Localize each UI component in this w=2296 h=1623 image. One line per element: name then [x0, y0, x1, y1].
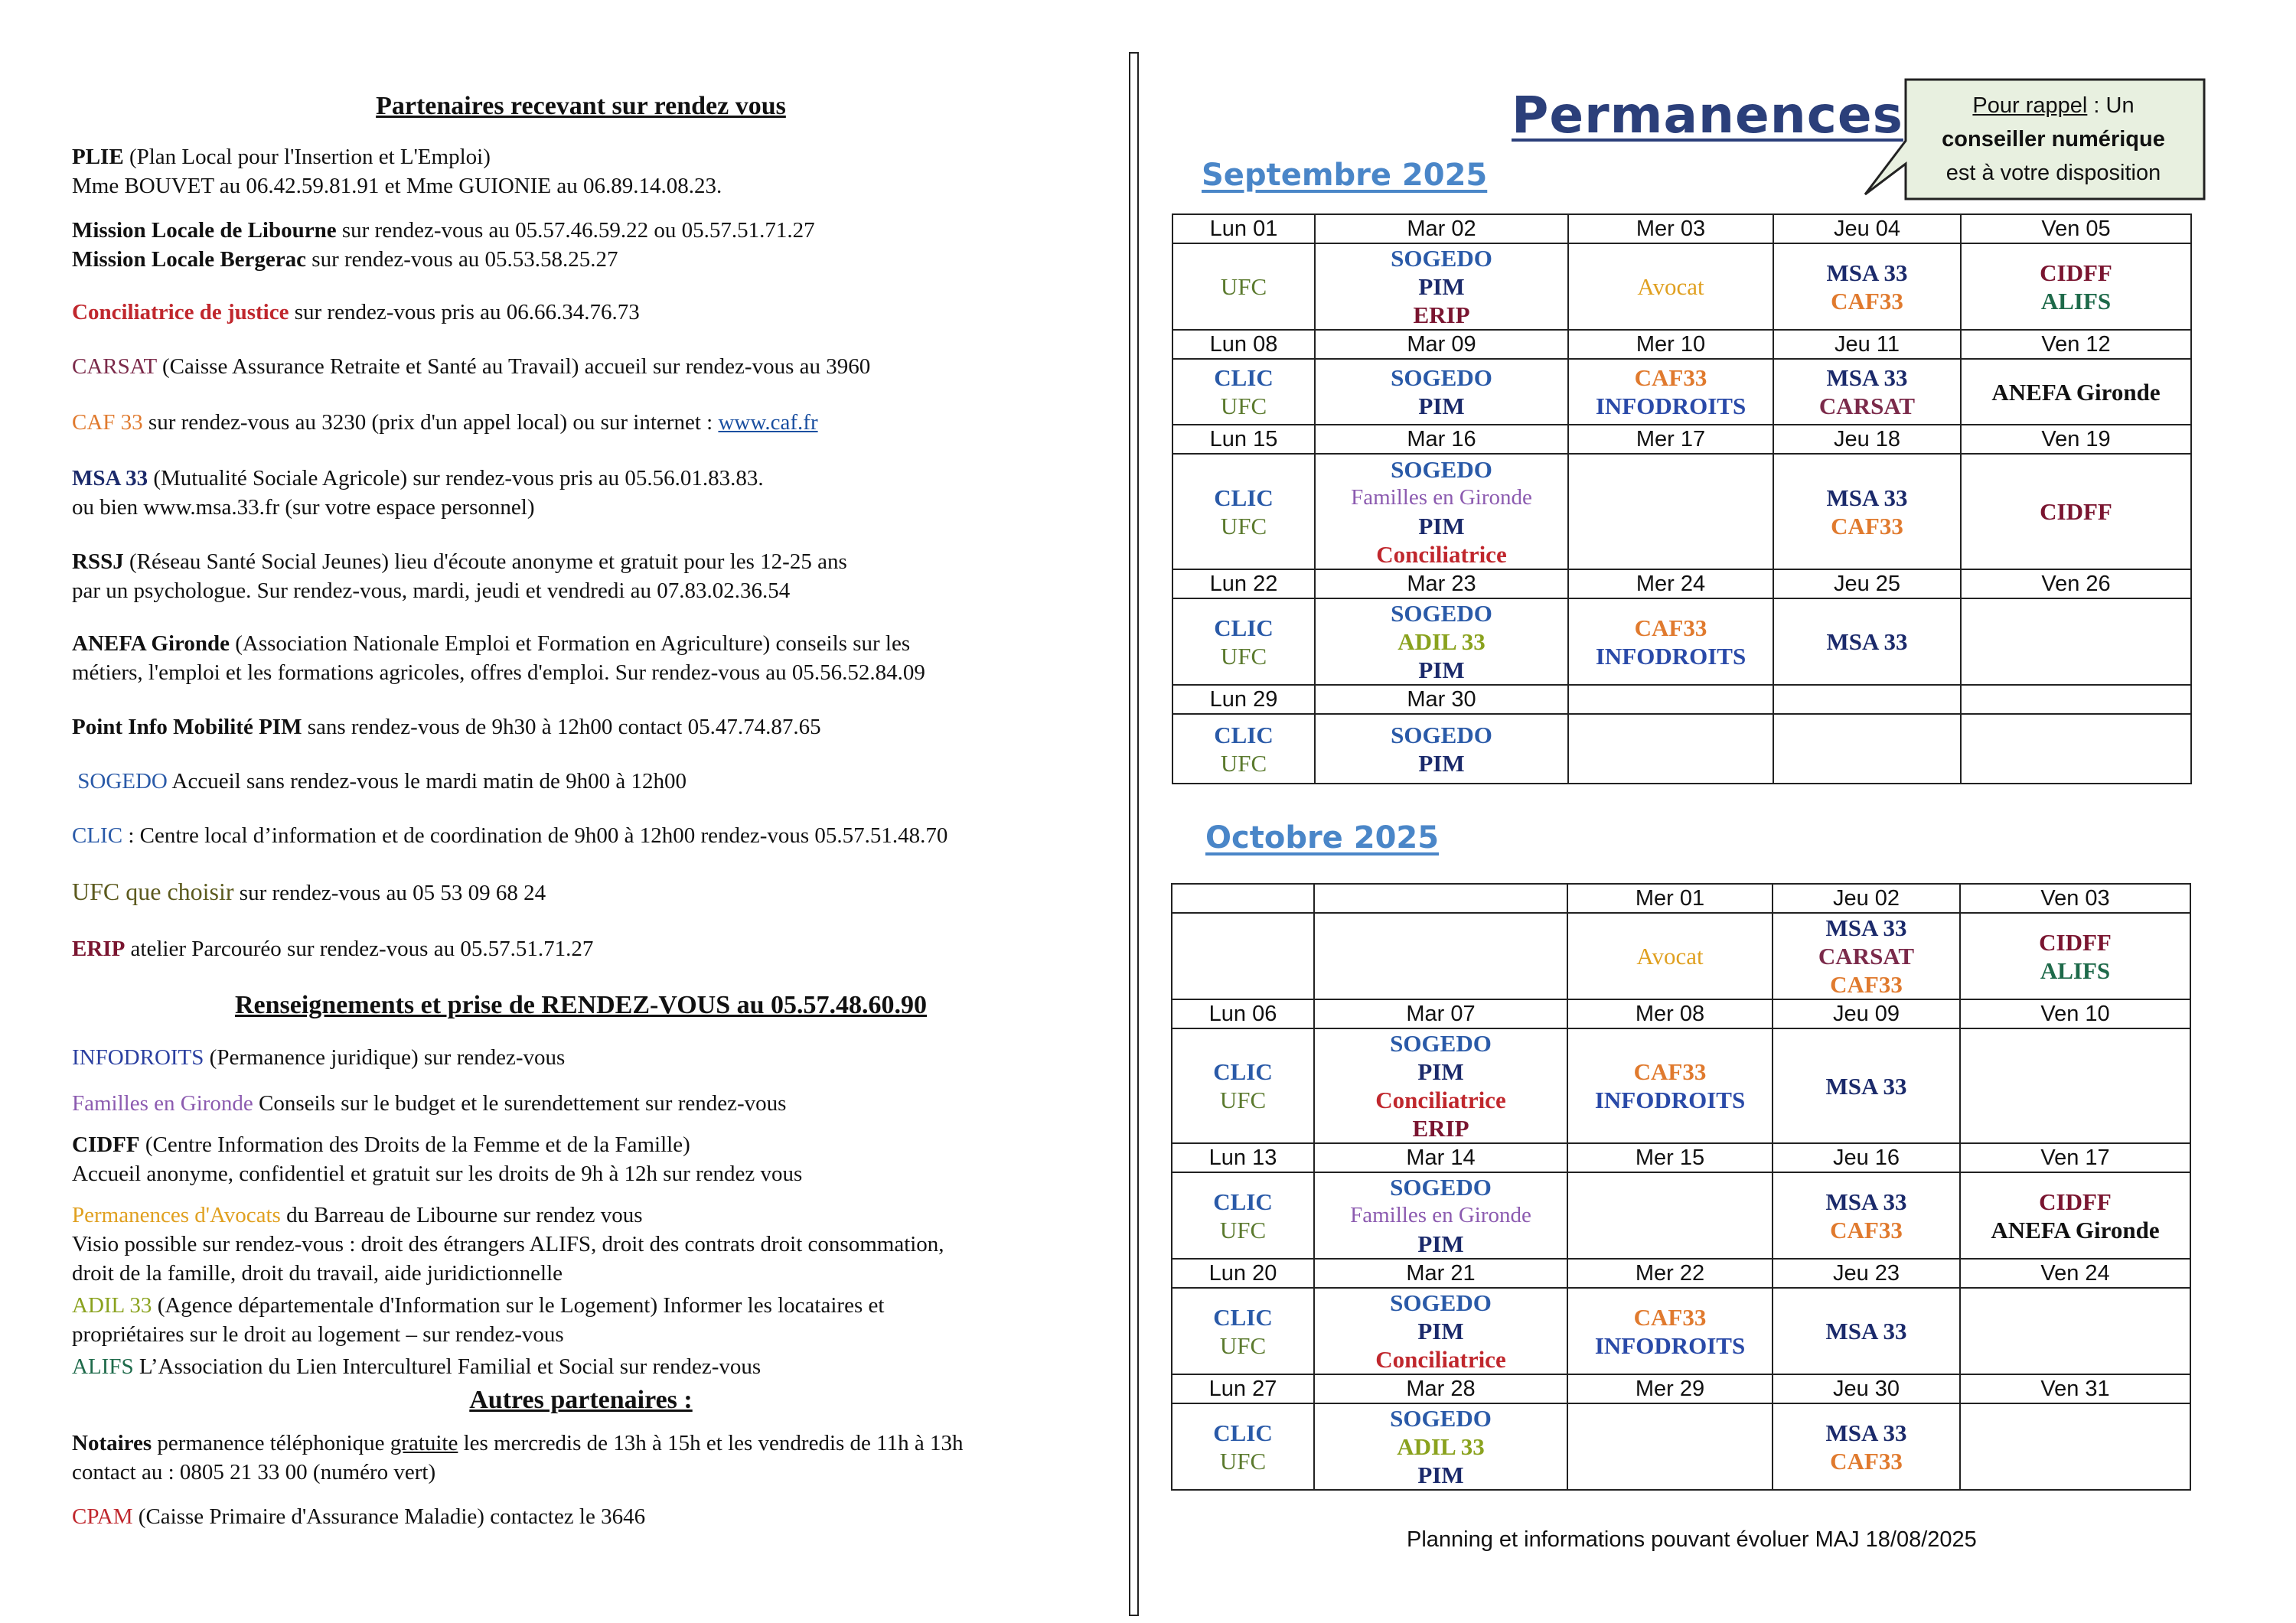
- october-calendar: [1171, 883, 2191, 1491]
- day-label: Mer 24: [1568, 569, 1773, 598]
- partner-label: UFC: [1219, 1447, 1267, 1475]
- partner-label: MSA 33: [1826, 364, 1908, 391]
- permanence-cell: [1961, 454, 2191, 569]
- partner-label: SOGEDO: [1391, 364, 1492, 391]
- partner-label: CAF33: [1633, 1303, 1707, 1331]
- permanence-cell: [1315, 714, 1568, 784]
- partner-label: CAF33: [1831, 512, 1903, 539]
- september-calendar: [1172, 213, 2192, 784]
- partner-label: SOGEDO: [1390, 1289, 1492, 1316]
- day-label: Ven 17: [1960, 1143, 2190, 1172]
- permanence-cell: [1172, 598, 1315, 685]
- entry-mission-locale: Mission Locale de Libourne sur rendez-vous au 05.57.46.59.22 ou 05.57.51.71.27 Mission Locale Bergerac sur rendez-vous au 05.53.58.25.27: [72, 218, 815, 272]
- day-label: Jeu 25: [1773, 569, 1961, 598]
- partner-label: SOGEDO: [1391, 455, 1492, 483]
- day-header-row: [1172, 569, 2191, 598]
- permanence-cell: [1567, 1288, 1773, 1374]
- partner-label: CAF33: [1831, 287, 1903, 314]
- permanence-cell: [1961, 714, 2191, 784]
- permanence-cell: [1773, 359, 1961, 425]
- permanence-cell: [1314, 913, 1567, 999]
- permanence-cell: [1172, 454, 1315, 569]
- day-label: Mar 07: [1314, 999, 1567, 1028]
- day-label: Jeu 30: [1773, 1374, 1960, 1403]
- day-header-row: [1172, 685, 2191, 714]
- day-label: Mer 10: [1568, 330, 1773, 359]
- permanence-cell: [1568, 359, 1773, 425]
- partner-label: PIM: [1418, 512, 1465, 539]
- partner-label: SOGEDO: [1391, 245, 1492, 272]
- partner-label: PIM: [1417, 1230, 1464, 1257]
- heading-renseignements: Renseignements et prise de RENDEZ-VOUS au 05.57.48.60.90: [234, 991, 928, 1019]
- day-label: Jeu 18: [1773, 425, 1961, 454]
- column-divider: [1129, 52, 1139, 1616]
- day-label: Jeu 23: [1773, 1259, 1960, 1288]
- partner-label: INFODROITS: [1594, 1331, 1746, 1359]
- permanence-cell: [1773, 454, 1961, 569]
- permanence-cell: [1315, 243, 1568, 330]
- partner-label: CAF33: [1633, 1058, 1707, 1085]
- permanence-cell: [1567, 1403, 1773, 1490]
- partner-label: MSA 33: [1825, 1188, 1907, 1215]
- partner-label: ADIL 33: [1397, 628, 1486, 655]
- partner-label: UFC: [1219, 1216, 1267, 1243]
- partner-label: CIDFF: [2039, 1188, 2112, 1215]
- partner-label: CAF33: [1634, 364, 1707, 391]
- permanence-row: [1172, 1028, 2190, 1143]
- day-label: Ven 24: [1960, 1259, 2190, 1288]
- callout-text: Pour rappel : Un conseiller numérique est à votre disposition: [1942, 93, 2165, 185]
- partner-label: PIM: [1418, 657, 1465, 683]
- permanence-row: [1172, 243, 2191, 330]
- permanence-cell: [1773, 1288, 1960, 1374]
- day-label: Ven 31: [1960, 1374, 2190, 1403]
- day-label: Mer 01: [1567, 884, 1773, 913]
- day-label: Mar 14: [1314, 1143, 1567, 1172]
- permanence-cell: [1172, 1403, 1314, 1490]
- partner-label: ERIP: [1412, 1115, 1469, 1142]
- permanence-row: [1172, 1403, 2190, 1490]
- day-label: Jeu 02: [1773, 884, 1960, 913]
- entry-caf: CAF 33 sur rendez-vous au 3230 (prix d'un appel local) ou sur internet : www.caf.fr: [72, 410, 818, 435]
- permanence-row: [1172, 913, 2190, 999]
- permanence-cell: [1961, 359, 2191, 425]
- partner-label: CLIC: [1213, 1058, 1273, 1085]
- permanence-cell: [1172, 359, 1315, 425]
- day-label: [1172, 884, 1314, 913]
- partner-label: Conciliatrice: [1376, 540, 1507, 568]
- day-label: Lun 08: [1172, 330, 1315, 359]
- permanence-cell: [1315, 598, 1568, 685]
- entry-anefa: ANEFA Gironde (Association Nationale Emploi et Formation en Agriculture) conseils sur les métiers, l'emploi et les formations agricoles, offres d'emploi. Sur rendez-vous au 05.56.52.84.09: [72, 631, 925, 685]
- day-label: Lun 01: [1172, 214, 1315, 243]
- partner-label: MSA 33: [1825, 1318, 1907, 1344]
- partner-label: INFODROITS: [1595, 393, 1746, 419]
- entry-familles: Familles en Gironde Conseils sur le budget et le surendettement sur rendez-vous: [72, 1091, 787, 1116]
- entry-msa: MSA 33 (Mutualité Sociale Agricole) sur rendez-vous pris au 05.56.01.83.83. ou bien www.msa.33.fr (sur votre espace personnel): [72, 466, 764, 520]
- day-label: Jeu 11: [1773, 330, 1961, 359]
- partner-label: CAF33: [1830, 1216, 1903, 1243]
- day-label: Lun 29: [1172, 685, 1315, 714]
- permanence-row: [1172, 1172, 2190, 1259]
- permanence-cell: [1773, 1028, 1960, 1143]
- entry-adil: ADIL 33 (Agence départementale d'Information sur le Logement) Informer les locataires et propriétaires sur le droit au logement – sur rendez-vous: [72, 1293, 885, 1347]
- day-label: [1773, 685, 1961, 714]
- day-label: Jeu 04: [1773, 214, 1961, 243]
- partner-label: CLIC: [1214, 721, 1274, 748]
- day-header-row: [1172, 330, 2191, 359]
- partner-label: SOGEDO: [1391, 600, 1492, 627]
- partner-label: UFC: [1220, 512, 1267, 539]
- permanence-cell: [1773, 243, 1961, 330]
- day-label: Lun 27: [1172, 1374, 1314, 1403]
- permanence-row: [1172, 359, 2191, 425]
- day-label: Mer 22: [1567, 1259, 1773, 1288]
- day-label: Lun 06: [1172, 999, 1314, 1028]
- day-label: Lun 15: [1172, 425, 1315, 454]
- partner-label: Familles en Gironde: [1351, 484, 1532, 510]
- partner-label: Avocat: [1636, 943, 1704, 970]
- partner-label: SOGEDO: [1391, 721, 1492, 748]
- permanence-cell: [1314, 1028, 1567, 1143]
- day-label: Jeu 16: [1773, 1143, 1960, 1172]
- entry-conciliatrice: Conciliatrice de justice sur rendez-vous pris au 06.66.34.76.73: [72, 300, 640, 324]
- entry-alifs: ALIFS L’Association du Lien Interculturel Familial et Social sur rendez-vous: [72, 1354, 762, 1379]
- partner-label: PIM: [1418, 393, 1465, 419]
- entry-erip: ERIP atelier Parcouréo sur rendez-vous au 05.57.51.71.27: [72, 937, 594, 961]
- partner-label: SOGEDO: [1390, 1030, 1492, 1057]
- partner-label: CLIC: [1213, 1188, 1273, 1215]
- day-label: Jeu 09: [1773, 999, 1960, 1028]
- day-label: Mar 02: [1315, 214, 1568, 243]
- partner-label: CLIC: [1214, 364, 1274, 391]
- permanence-cell: [1315, 454, 1568, 569]
- entry-avocats: Permanences d'Avocats du Barreau de Libourne sur rendez vous Visio possible sur rendez-vous : droit des étrangers ALIFS, droit des contrats droit consommation, droit de la famille, droit du travail, aide juridictionnelle: [72, 1203, 944, 1286]
- partner-label: SOGEDO: [1390, 1405, 1492, 1432]
- day-label: Mar 28: [1314, 1374, 1567, 1403]
- partner-label: CIDFF: [2040, 498, 2112, 525]
- entry-cpam: CPAM (Caisse Primaire d'Assurance Maladie) contactez le 3646: [72, 1504, 646, 1529]
- permanence-cell: [1960, 1028, 2190, 1143]
- partner-label: PIM: [1417, 1058, 1464, 1085]
- permanence-cell: [1960, 1288, 2190, 1374]
- partner-label: Avocat: [1637, 273, 1704, 300]
- day-label: Ven 19: [1961, 425, 2191, 454]
- partner-label: UFC: [1220, 642, 1267, 670]
- partner-label: MSA 33: [1826, 628, 1908, 655]
- permanence-cell: [1773, 913, 1960, 999]
- day-label: Mar 21: [1314, 1259, 1567, 1288]
- day-header-row: [1172, 1143, 2190, 1172]
- entry-ufc: UFC que choisir sur rendez-vous au 05 53 09 68 24: [72, 878, 546, 905]
- partners-column: [72, 92, 1090, 1531]
- permanence-cell: [1568, 714, 1773, 784]
- day-label: Ven 26: [1961, 569, 2191, 598]
- day-header-row: [1172, 999, 2190, 1028]
- day-label: Mer 17: [1568, 425, 1773, 454]
- permanence-cell: [1172, 913, 1314, 999]
- day-label: Mer 08: [1567, 999, 1773, 1028]
- entry-rssj: RSSJ (Réseau Santé Social Jeunes) lieu d'écoute anonyme et gratuit pour les 12-25 ans par un psychologue. Sur rendez-vous, mardi, jeudi et vendredi au 07.83.02.36.54: [72, 549, 847, 603]
- day-label: Mer 15: [1567, 1143, 1773, 1172]
- permanence-cell: [1961, 598, 2191, 685]
- day-label: [1961, 685, 2191, 714]
- heading-autres-partenaires: Autres partenaires :: [469, 1386, 693, 1414]
- permanence-cell: [1961, 243, 2191, 330]
- partner-label: PIM: [1417, 1318, 1464, 1344]
- day-label: Mar 09: [1315, 330, 1568, 359]
- partner-label: MSA 33: [1825, 1419, 1907, 1446]
- permanence-cell: [1172, 1172, 1314, 1259]
- partner-label: Conciliatrice: [1375, 1087, 1506, 1113]
- callout-box: [1904, 78, 2203, 200]
- partner-label: INFODROITS: [1594, 1087, 1746, 1113]
- day-header-row: [1172, 1259, 2190, 1288]
- day-label: [1568, 685, 1773, 714]
- permanence-cell: [1568, 454, 1773, 569]
- partner-label: CARSAT: [1818, 943, 1915, 970]
- permanence-cell: [1314, 1403, 1567, 1490]
- entry-pim: Point Info Mobilité PIM sans rendez-vous de 9h30 à 12h00 contact 05.47.74.87.65: [72, 715, 821, 739]
- day-label: Mar 23: [1315, 569, 1568, 598]
- partner-label: ERIP: [1413, 301, 1470, 328]
- partner-label: CARSAT: [1818, 393, 1916, 419]
- entry-plie: PLIE (Plan Local pour l'Insertion et L'Emploi) Mme BOUVET au 06.42.59.81.91 et Mme GUIONIE au 06.89.14.08.23.: [72, 145, 722, 198]
- partner-label: ALIFS: [2040, 287, 2112, 314]
- entry-infodroits: INFODROITS (Permanence juridique) sur rendez-vous: [72, 1045, 566, 1070]
- entry-cidff: CIDFF (Centre Information des Droits de la Femme et de la Famille) Accueil anonyme, confidentiel et gratuit sur les droits de 9h à 12h sur rendez vous: [72, 1133, 803, 1186]
- partner-label: MSA 33: [1826, 484, 1908, 511]
- day-label: Mer 03: [1568, 214, 1773, 243]
- partner-label: UFC: [1220, 393, 1267, 419]
- permanence-cell: [1567, 1028, 1773, 1143]
- permanence-cell: [1773, 1172, 1960, 1259]
- partner-label: INFODROITS: [1595, 642, 1746, 670]
- footer-note: Planning et informations pouvant évoluer MAJ 18/08/2025: [1407, 1527, 1977, 1552]
- day-header-row: [1172, 214, 2191, 243]
- permanence-cell: [1568, 598, 1773, 685]
- permanence-cell: [1172, 714, 1315, 784]
- permanence-cell: [1314, 1172, 1567, 1259]
- permanence-row: [1172, 1288, 2190, 1374]
- page-title: Permanences: [1512, 86, 1903, 145]
- partner-label: PIM: [1418, 749, 1465, 777]
- partner-label: ADIL 33: [1397, 1433, 1485, 1460]
- partner-label: UFC: [1220, 273, 1267, 300]
- entry-clic: CLIC : Centre local d’information et de coordination de 9h00 à 12h00 rendez-vous 05.57.51.48.70: [72, 823, 948, 848]
- permanence-cell: [1960, 1172, 2190, 1259]
- permanence-cell: [1172, 1288, 1314, 1374]
- partner-label: Familles en Gironde: [1350, 1203, 1531, 1227]
- partner-label: ANEFA Gironde: [1991, 378, 2161, 406]
- day-label: [1314, 884, 1567, 913]
- partner-label: CAF33: [1634, 614, 1707, 641]
- day-label: Ven 12: [1961, 330, 2191, 359]
- entry-notaires: Notaires permanence téléphonique gratuite les mercredis de 13h à 15h et les vendredis de 11h à 13h contact au : 0805 21 33 00 (numéro vert): [72, 1431, 964, 1484]
- partner-label: CIDFF: [2040, 259, 2112, 286]
- entry-carsat: CARSAT (Caisse Assurance Retraite et Santé au Travail) accueil sur rendez-vous au 3960: [72, 354, 871, 379]
- partner-label: CLIC: [1213, 1303, 1273, 1331]
- caf-link[interactable]: www.caf.fr: [718, 410, 818, 435]
- day-label: Ven 05: [1961, 214, 2191, 243]
- partner-label: UFC: [1220, 749, 1267, 777]
- day-header-row: [1172, 425, 2191, 454]
- partner-label: MSA 33: [1825, 914, 1907, 941]
- permanence-row: [1172, 454, 2191, 569]
- partner-label: PIM: [1418, 273, 1465, 300]
- day-label: Ven 10: [1960, 999, 2190, 1028]
- permanence-cell: [1960, 913, 2190, 999]
- partner-label: UFC: [1219, 1331, 1267, 1359]
- permanence-cell: [1314, 1288, 1567, 1374]
- partner-label: Conciliatrice: [1375, 1346, 1506, 1373]
- permanence-cell: [1172, 243, 1315, 330]
- entry-sogedo: SOGEDO Accueil sans rendez-vous le mardi matin de 9h00 à 12h00: [77, 769, 687, 794]
- partner-label: CAF33: [1830, 971, 1903, 998]
- permanence-cell: [1960, 1403, 2190, 1490]
- partner-label: CLIC: [1213, 1419, 1273, 1446]
- day-header-row: [1172, 1374, 2190, 1403]
- day-label: Lun 20: [1172, 1259, 1314, 1288]
- day-label: Lun 22: [1172, 569, 1315, 598]
- permanence-row: [1172, 714, 2191, 784]
- october-title: Octobre 2025: [1205, 820, 1440, 855]
- partner-label: ALIFS: [2040, 957, 2111, 984]
- partner-label: MSA 33: [1826, 259, 1908, 286]
- partner-label: CAF33: [1830, 1447, 1903, 1475]
- partner-label: PIM: [1417, 1462, 1464, 1488]
- partner-label: CLIC: [1214, 484, 1274, 511]
- partner-label: MSA 33: [1825, 1072, 1907, 1100]
- day-header-row: [1172, 884, 2190, 913]
- day-label: Lun 13: [1172, 1143, 1314, 1172]
- partner-label: CIDFF: [2039, 928, 2112, 956]
- partner-label: CLIC: [1214, 614, 1274, 641]
- partner-label: ANEFA Gironde: [1991, 1216, 2160, 1243]
- day-label: Mer 29: [1567, 1374, 1773, 1403]
- permanence-cell: [1315, 359, 1568, 425]
- september-title: Septembre 2025: [1202, 158, 1488, 193]
- day-label: Mar 30: [1315, 685, 1568, 714]
- permanence-cell: [1567, 913, 1773, 999]
- permanence-cell: [1172, 1028, 1314, 1143]
- permanence-cell: [1567, 1172, 1773, 1259]
- day-label: Mar 16: [1315, 425, 1568, 454]
- heading-partners-appointment: Partenaires recevant sur rendez vous: [376, 92, 786, 120]
- partner-label: UFC: [1219, 1087, 1267, 1113]
- permanence-row: [1172, 598, 2191, 685]
- day-label: Ven 03: [1960, 884, 2190, 913]
- permanence-cell: [1773, 598, 1961, 685]
- permanence-cell: [1568, 243, 1773, 330]
- permanence-cell: [1773, 714, 1961, 784]
- partner-label: SOGEDO: [1390, 1174, 1492, 1201]
- permanence-cell: [1773, 1403, 1960, 1490]
